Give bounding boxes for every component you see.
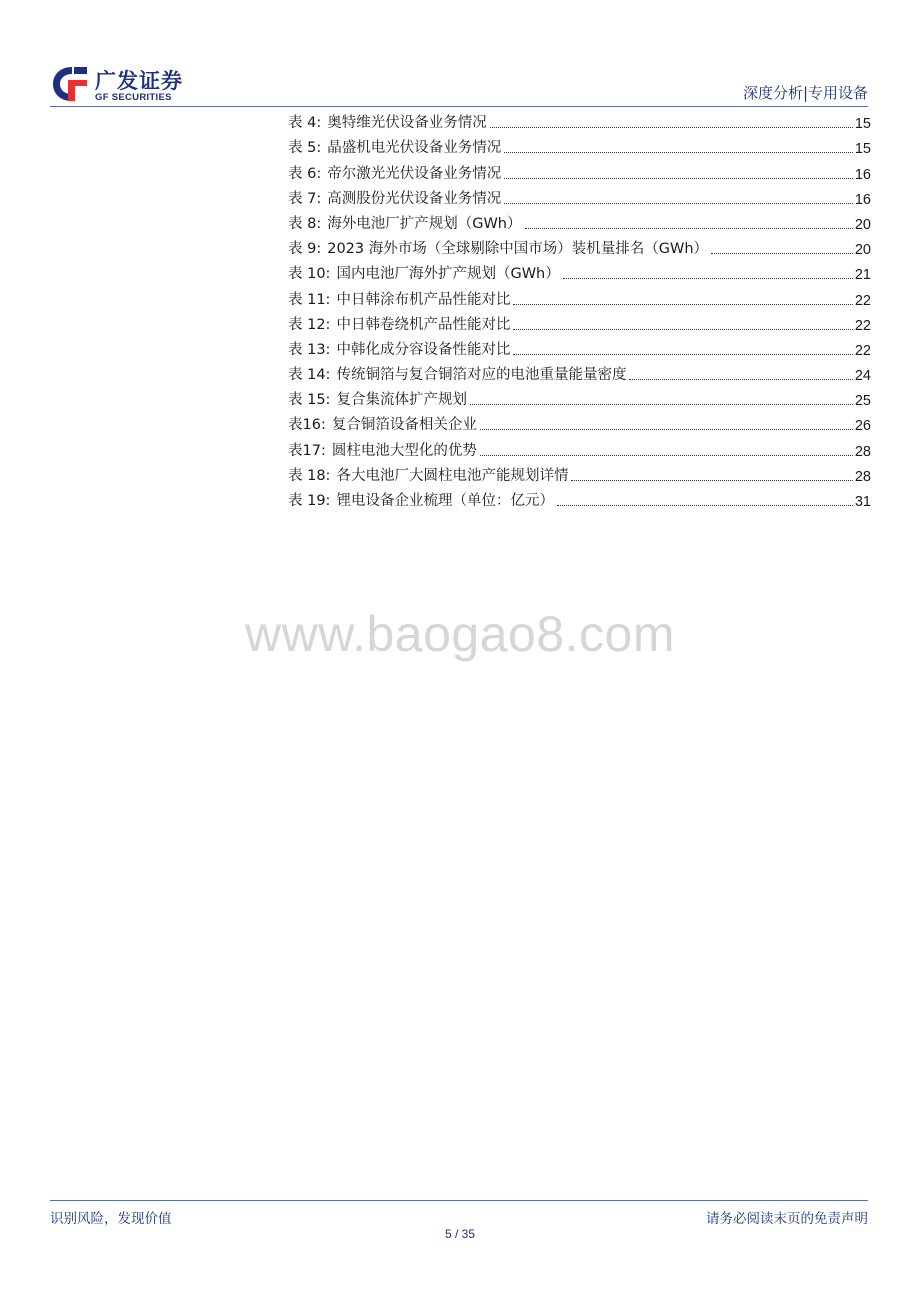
toc-entry-title: 海外电池厂扩产规划（GWh） (327, 215, 522, 232)
toc-entry-number: 表 5: (288, 140, 322, 157)
toc-entry[interactable] (288, 107, 871, 132)
toc-entry[interactable] (288, 132, 871, 157)
toc-entry-number: 表17: (288, 442, 326, 459)
toc-entry-number: 表 4: (288, 115, 322, 132)
toc-entry-number: 表 13: (288, 341, 331, 358)
toc-entry-title: 传统铜箔与复合铜箔对应的电池重量能量密度 (336, 367, 627, 384)
toc-leader-dots (513, 353, 852, 355)
toc-entry[interactable] (288, 434, 871, 459)
toc-entry-title: 晶盛机电光伏设备业务情况 (327, 140, 502, 157)
toc-entry[interactable] (288, 157, 871, 182)
toc-leader-dots (504, 177, 853, 179)
toc-entry-title: 锂电设备企业梳理（单位：亿元） (336, 493, 554, 509)
toc-entry[interactable] (288, 183, 871, 208)
toc-entry[interactable] (288, 485, 871, 510)
toc-entry[interactable] (288, 384, 871, 409)
toc-leader-dots (525, 227, 853, 229)
toc-entry-page: 28 (854, 443, 871, 460)
toc-entry-title: 各大电池厂大圆柱电池产能规划详情 (336, 467, 569, 484)
toc-entry-page: 15 (854, 116, 871, 133)
toc-entry[interactable] (288, 409, 871, 434)
toc-entry[interactable] (288, 283, 871, 308)
toc-entry-title: 中日韩涂布机产品性能对比 (336, 291, 511, 308)
toc-entry-number: 表 6: (288, 165, 322, 182)
toc-entry-title: 国内电池厂海外扩产规划（GWh） (336, 266, 560, 283)
toc-entry-title: 奥特维光伏设备业务情况 (327, 115, 487, 132)
toc-leader-dots (557, 504, 853, 506)
gf-logo-icon (50, 64, 90, 104)
toc-leader-dots (480, 428, 853, 430)
toc-entry-page: 25 (854, 393, 871, 410)
toc-entry[interactable] (288, 359, 871, 384)
toc-entry-page: 15 (854, 141, 871, 158)
toc-entry-page: 22 (854, 317, 871, 334)
footer-disclaimer: 请务必阅读末页的免责声明 (706, 1211, 868, 1227)
page-number: 5 / 35 (444, 1227, 476, 1241)
toc-entry[interactable] (288, 309, 871, 334)
report-category: 深度分析|专用设备 (742, 84, 868, 102)
toc-leader-dots (629, 378, 852, 380)
toc-entry-title: 复合集流体扩产规划 (336, 392, 467, 409)
toc-entry[interactable] (288, 334, 871, 359)
toc-entry-number: 表 11: (288, 291, 331, 308)
toc-entry-title: 帝尔激光光伏设备业务情况 (327, 165, 502, 182)
toc-leader-dots (470, 403, 853, 405)
toc-entry-title: 高测股份光伏设备业务情况 (327, 190, 502, 207)
toc-leader-dots (563, 277, 853, 279)
toc-entry[interactable] (288, 208, 871, 233)
toc-entry-page: 22 (854, 292, 871, 309)
toc-entry-number: 表 12: (288, 316, 331, 333)
footer-slogan: 识别风险，发现价值 (50, 1211, 172, 1227)
toc-entry-number: 表16: (288, 417, 326, 434)
toc-entry-number: 表 9: (288, 241, 322, 258)
toc-entry-page: 24 (854, 368, 871, 385)
logo-english-name: GF SECURITIES (95, 92, 172, 103)
toc-entry-page: 31 (854, 494, 871, 510)
company-logo (50, 64, 200, 104)
toc-entry[interactable] (288, 233, 871, 258)
toc-entry-title: 圆柱电池大型化的优势 (331, 442, 477, 459)
toc-entry-page: 22 (854, 342, 871, 359)
toc-entry-number: 表 10: (288, 266, 331, 283)
toc-entry[interactable] (288, 258, 871, 283)
toc-entry-page: 20 (854, 242, 871, 259)
toc-entry-page: 16 (854, 166, 871, 183)
toc-entry-number: 表 19: (288, 493, 331, 509)
toc-leader-dots (513, 303, 852, 305)
toc-leader-dots (490, 126, 853, 128)
toc-entry[interactable] (288, 460, 871, 485)
toc-leader-dots (711, 252, 853, 254)
toc-entry-page: 20 (854, 216, 871, 233)
toc-leader-dots (504, 151, 853, 153)
toc-entry-number: 表 18: (288, 467, 331, 484)
toc-entry-page: 16 (854, 191, 871, 208)
toc-entry-number: 表 14: (288, 367, 331, 384)
toc-entry-number: 表 7: (288, 190, 322, 207)
toc-entry-title: 2023 海外市场（全球剔除中国市场）装机量排名（GWh） (327, 241, 709, 258)
logo-chinese-name: 广发证券 (95, 69, 183, 93)
toc-entry-title: 复合铜箔设备相关企业 (331, 417, 477, 434)
table-of-contents (288, 107, 871, 510)
toc-leader-dots (480, 454, 853, 456)
toc-leader-dots (504, 202, 853, 204)
toc-entry-number: 表 8: (288, 215, 322, 232)
toc-leader-dots (513, 328, 852, 330)
toc-leader-dots (571, 479, 852, 481)
toc-entry-page: 28 (854, 468, 871, 485)
toc-entry-page: 26 (854, 418, 871, 435)
toc-entry-number: 表 15: (288, 392, 331, 409)
footer-divider (50, 1200, 868, 1201)
toc-entry-title: 中日韩卷绕机产品性能对比 (336, 316, 511, 333)
toc-entry-title: 中韩化成分容设备性能对比 (336, 341, 511, 358)
toc-entry-page: 21 (854, 267, 871, 284)
watermark: www.baogao8.com (245, 606, 675, 662)
